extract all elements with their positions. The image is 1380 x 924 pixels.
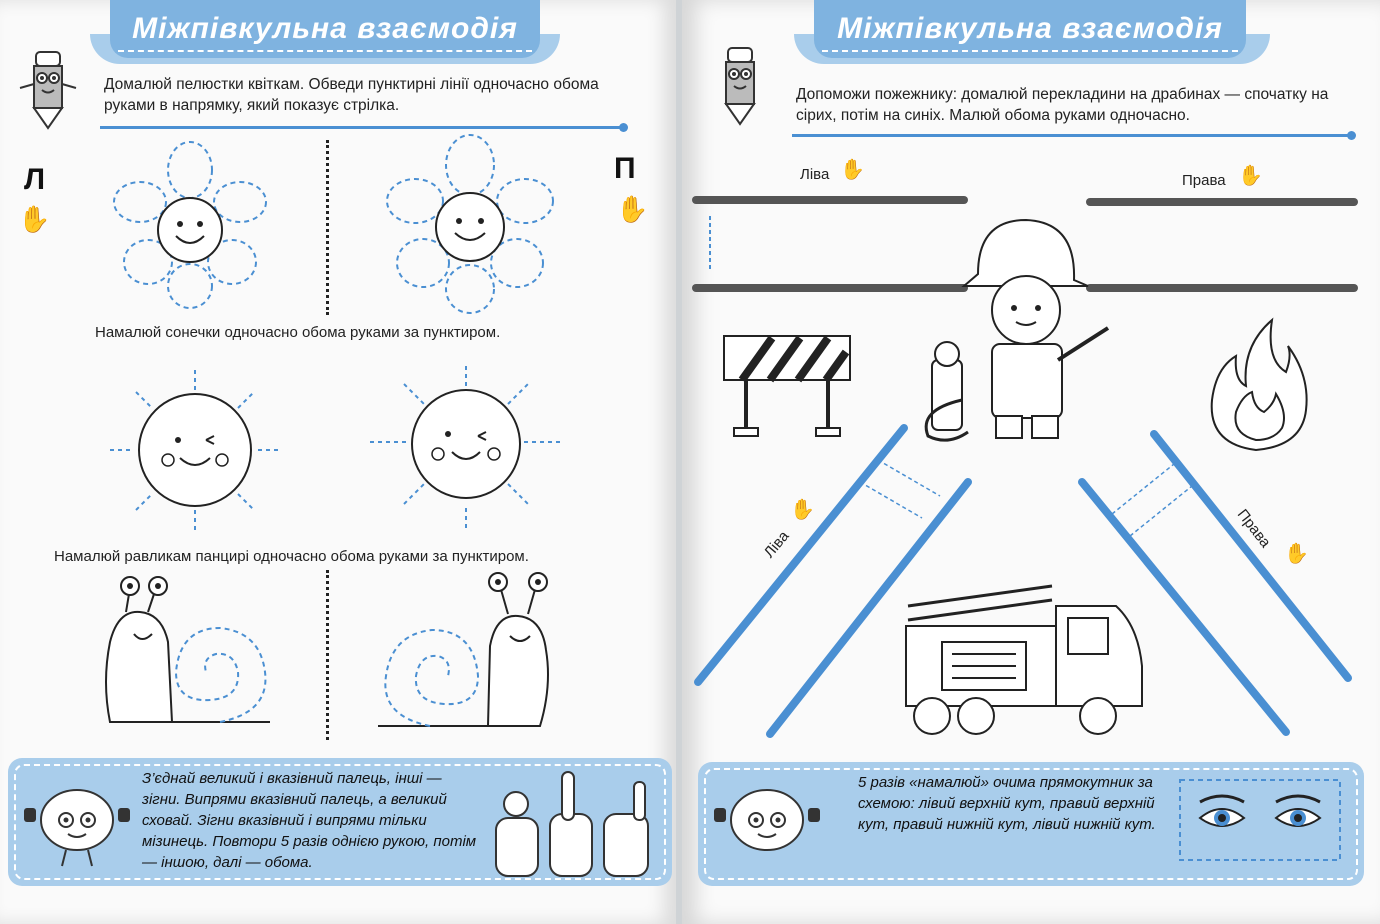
left-banner-title: Міжпівкульна взаємодія	[132, 12, 518, 45]
label-right-top: Права	[1182, 172, 1226, 189]
divider-dotted-2	[326, 570, 329, 740]
right-page	[682, 0, 1380, 924]
brain-mascot-icon-right	[712, 780, 822, 870]
left-hand-icon: ✋	[18, 204, 51, 234]
left-hand-icon-top: ✋	[840, 159, 865, 181]
label-left-top: Ліва	[800, 166, 830, 183]
right-hand-icon-top: ✋	[1238, 165, 1263, 187]
instruction-underline-right	[792, 134, 1352, 137]
snail-right	[370, 566, 560, 742]
right-banner-title: Міжпівкульна взаємодія	[837, 12, 1223, 45]
eyes-rectangle-diagram	[1178, 778, 1342, 862]
right-hand-icon: ✋	[616, 194, 649, 224]
letter-left-hand: Л	[24, 163, 46, 196]
pencil-mascot-icon-right	[710, 44, 770, 126]
left-page	[0, 0, 676, 924]
instruction-petals: Домалюй пелюстки квіткам. Обведи пунктирні лінії одночасно обома руками в напрямку, який показує стрілка.	[104, 76, 599, 114]
label-left-diag: Ліва	[760, 527, 793, 562]
label-right-diag: Права	[1233, 506, 1274, 551]
divider-dotted	[326, 140, 329, 315]
flower-right	[385, 135, 555, 315]
snail-left	[100, 572, 280, 742]
firefighter-illustration	[908, 210, 1128, 450]
finger-gestures-icon	[494, 768, 654, 880]
sun-right	[368, 358, 568, 538]
left-banner	[110, 0, 540, 58]
brain-mascot-icon	[22, 780, 132, 870]
instruction-suns: Намалюй сонечки одночасно обома руками за пунктиром.	[95, 324, 501, 341]
left-tip-text: З’єднай великий і вказівний палець, інші — зігни. Випрями вказівний палець, а великий сховай. Зігни вказівний і випрями тільки мізинець. Повтори 5 разів однією рукою, потім — іншою, далі — обома.	[142, 770, 477, 871]
fire-truck-illustration	[902, 566, 1152, 742]
letter-right-hand: П	[614, 152, 636, 185]
right-hand-icon-diag: ✋	[1284, 543, 1309, 565]
instruction-underline	[100, 126, 624, 129]
instruction-snails: Намалюй равликам панцирі одночасно обома руками за пунктиром.	[54, 548, 529, 565]
right-banner	[814, 0, 1246, 58]
sun-left	[100, 360, 290, 540]
right-tip-text: 5 разів «намалюй» очима прямокутник за схемою: лівий верхній кут, правий верхній кут, правий нижній кут, лівий нижній кут.	[858, 774, 1156, 833]
pencil-mascot-icon	[18, 48, 78, 130]
left-hand-icon-diag: ✋	[790, 499, 815, 521]
flower-left	[110, 140, 270, 310]
instruction-ladders: Допоможи пожежнику: домалюй перекладини на драбинах — спочатку на сірих, потім на синіх. Малюй обома руками одночасно.	[796, 86, 1329, 124]
